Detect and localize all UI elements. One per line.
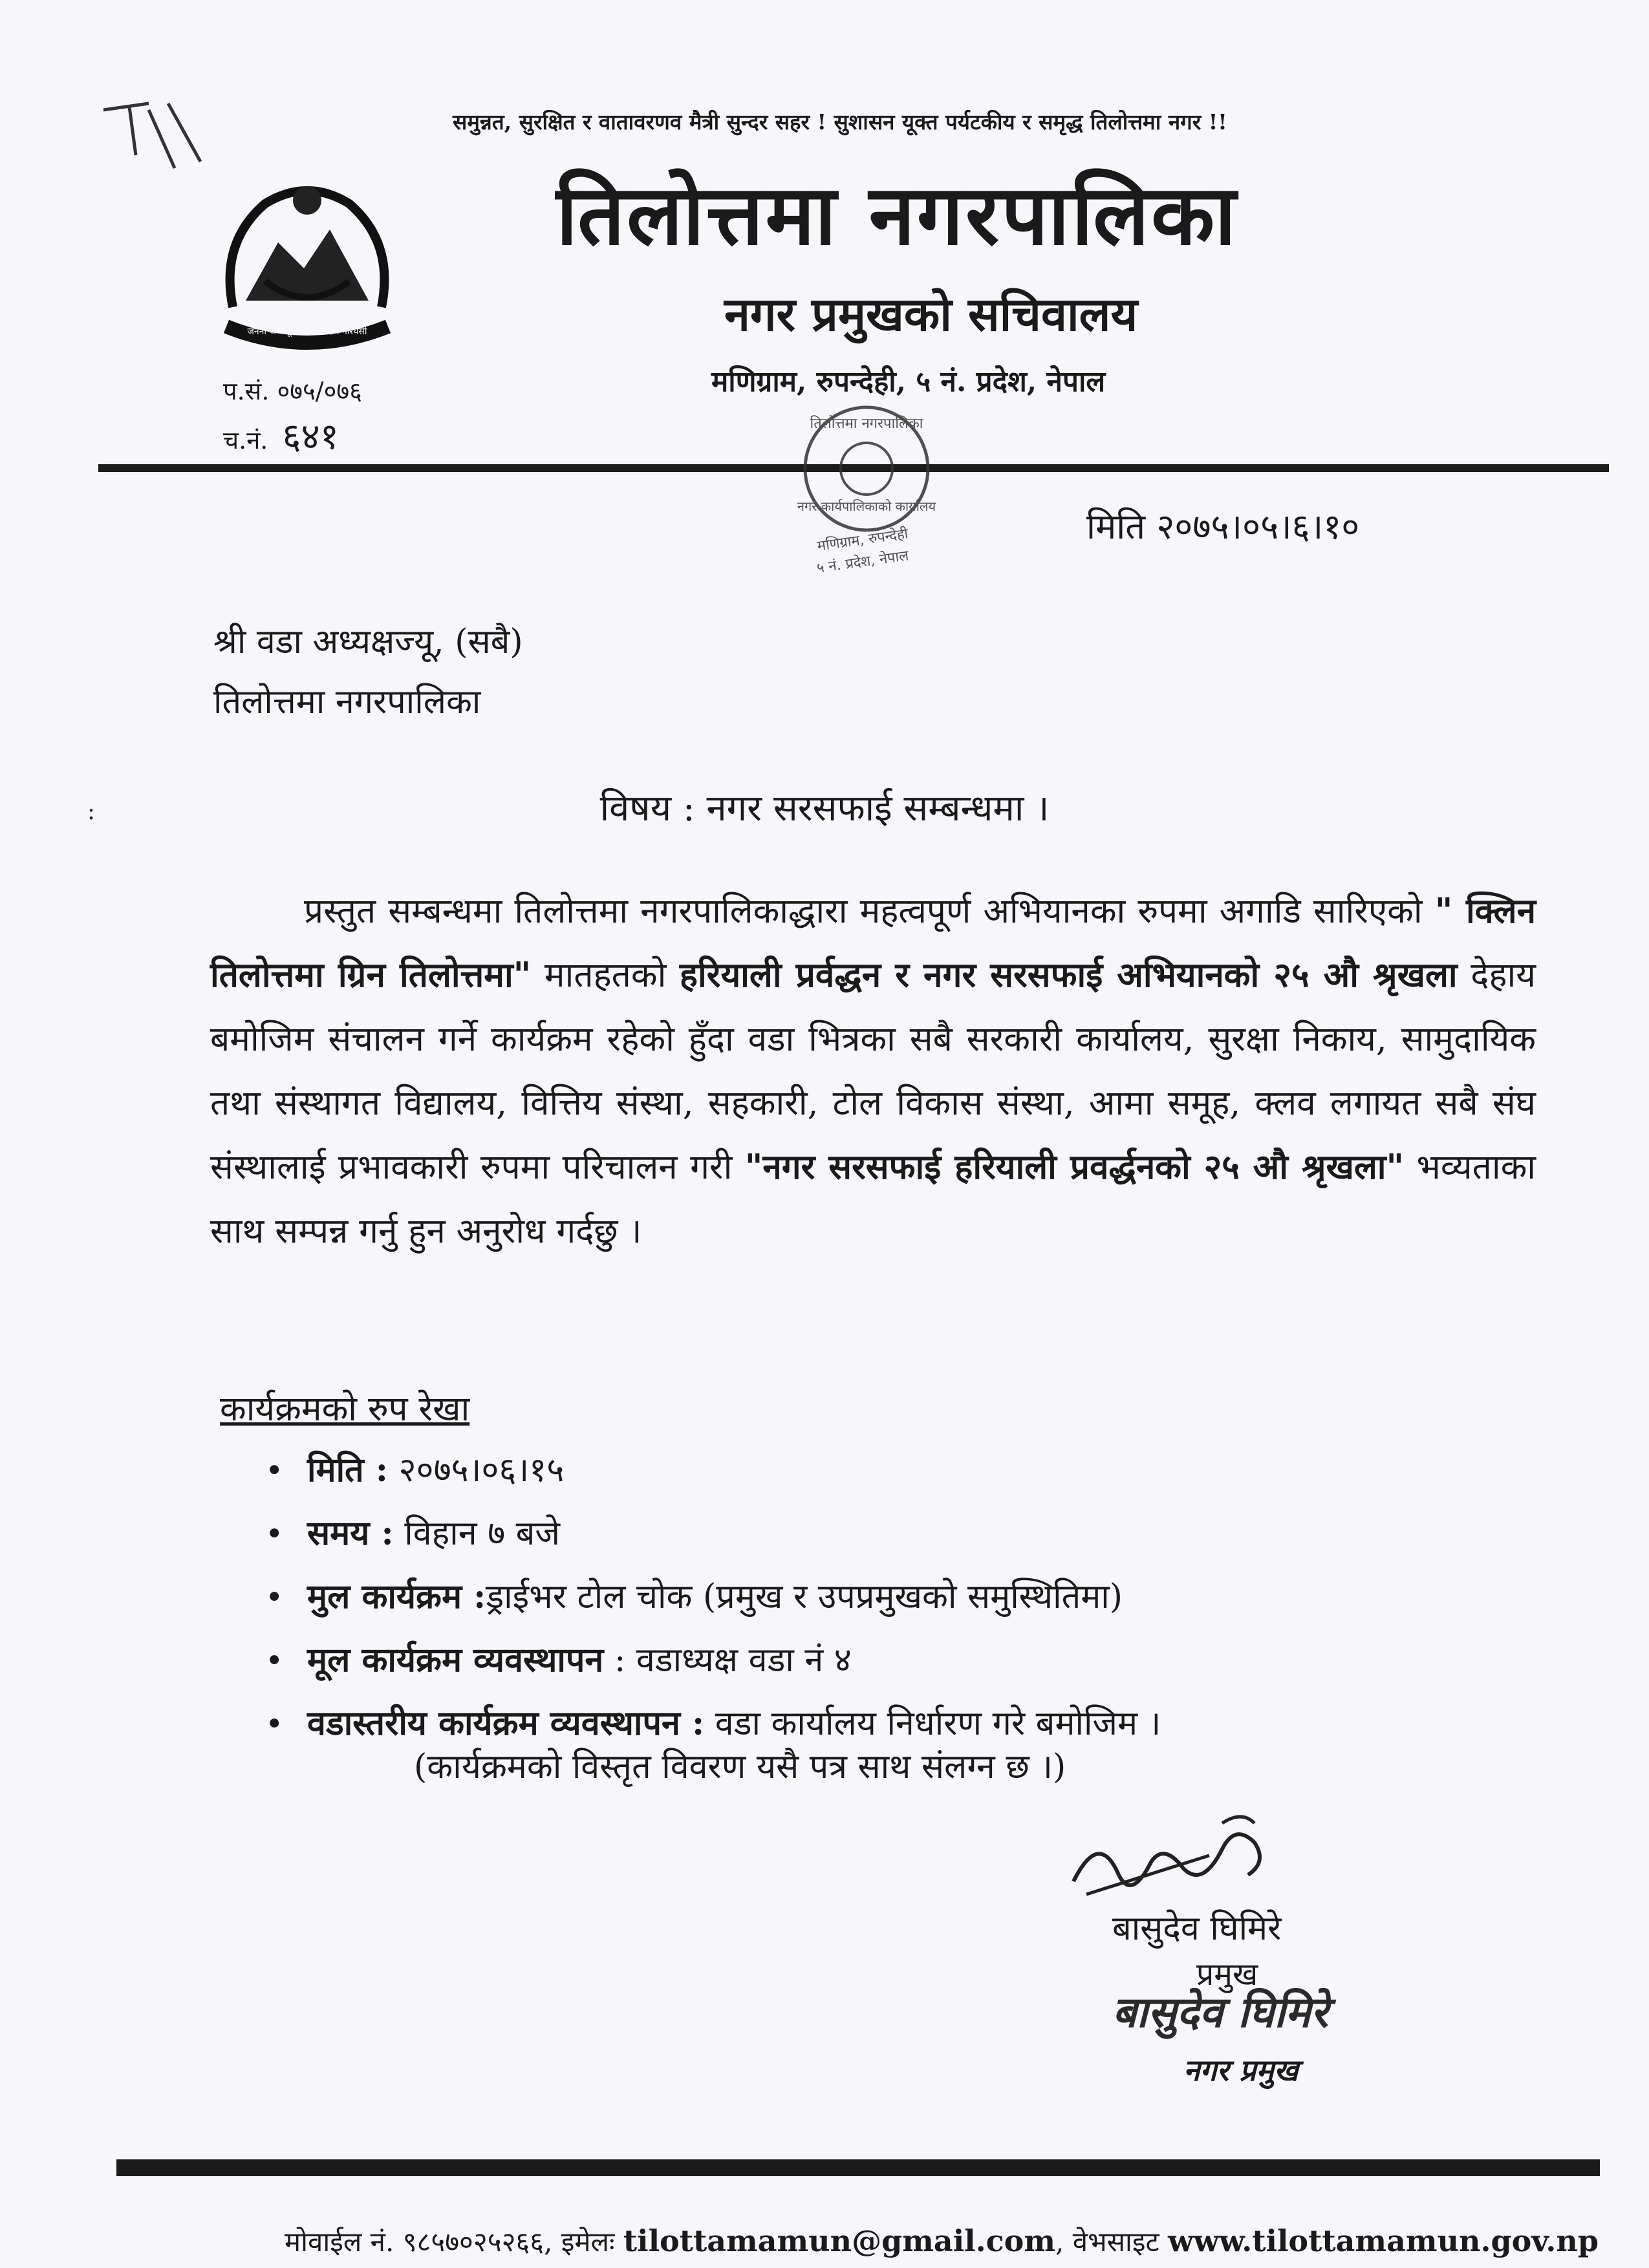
outline-label: मिति : bbox=[307, 1450, 388, 1490]
body-part-1: प्रस्तुत सम्बन्धमा तिलोत्तमा नगरपालिकाद्धारा महत्वपूर्ण अभियानका रुपमा अगाडि सारिएको bbox=[304, 892, 1435, 931]
outline-label: मूल कार्यक्रम व्यवस्थापन bbox=[307, 1640, 604, 1680]
signer-name: बासुदेव घिमिरे bbox=[1112, 1909, 1282, 1948]
attachment-note: (कार्यक्रमको विस्तृत विवरण यसै पत्र साथ संलग्न छ ।) bbox=[414, 1748, 1066, 1786]
list-item bbox=[265, 1565, 1161, 1629]
outline-value: वडा कार्यालय निर्धारण गरे बमोजिम । bbox=[704, 1704, 1161, 1743]
patra-value: ०७५/०७६ bbox=[277, 377, 362, 405]
footer-mobile-label: मोवाईल नं. bbox=[285, 2226, 403, 2258]
margin-mark: : bbox=[87, 798, 96, 825]
chalani-value: ६४१ bbox=[282, 416, 339, 458]
patra-sankhya bbox=[223, 374, 362, 407]
footer-website-label: , वेभसाइट bbox=[1055, 2226, 1169, 2258]
footer-website-link[interactable]: www.tilottamamun.gov.np bbox=[1168, 2223, 1599, 2258]
emblem-caption: जननी जन्मभूमिश्च स्वर्गादपि गरियसी bbox=[247, 326, 367, 337]
organization-name: तिलोत्तमा नगरपालिका bbox=[556, 167, 1238, 264]
outline-value: विहान ७ बजे bbox=[393, 1514, 560, 1553]
body-part-3: देहाय बमोजिम संचालन गर्ने कार्यक्रम रहेको हुँदा वडा भित्रका सबै सरकारी कार्यालय, सुरक्षा निकाय, सामुदायिक तथा संस्थागत विद्यालय, वित्तिय संस्था, सहकारी, टोल विकास संस्था, आमा समूह, क्लव लगायत सबै संघ संस्थालाई प्रभावकारी रुपमा परिचालन गरी bbox=[210, 956, 1536, 1187]
program-outline-list bbox=[265, 1439, 1161, 1755]
outline-title: कार्यक्रमको रुप रेखा bbox=[220, 1389, 470, 1429]
stamp-line-2: नगर कार्यपालिकाको कार्यालय bbox=[797, 498, 936, 514]
footer-divider bbox=[116, 2159, 1600, 2176]
list-item bbox=[265, 1502, 1161, 1565]
handwritten-signature bbox=[1061, 1804, 1293, 1914]
body-part-2: मातहतको bbox=[531, 956, 680, 995]
body-bold-3: "नगर सरसफाई हरियाली प्रवर्द्धनको २५ औ श्रृखला" bbox=[744, 1147, 1405, 1187]
stamp-line-4: ५ नं. प्रदेश, नेपाल bbox=[815, 548, 910, 577]
outline-label: मुल कार्यक्रम : bbox=[307, 1577, 486, 1616]
signer-title: प्रमुख bbox=[1196, 1956, 1258, 1993]
patra-label: प.सं. bbox=[223, 377, 270, 405]
outline-value: : वडाध्यक्ष वडा नं ४ bbox=[603, 1641, 852, 1680]
footer-mobile: ९८५७०२५२६६ bbox=[402, 2226, 544, 2258]
footer-email-link[interactable]: tilottamamun@gmail.com bbox=[623, 2223, 1056, 2258]
name-stamp-title: नगर प्रमुख bbox=[1183, 2053, 1299, 2088]
body-bold-1: " क्लिन तिलोत्तमा ग्रिन तिलोत्तमा" bbox=[210, 891, 1536, 995]
body-part-4: भव्यताका साथ सम्पन्न गर्नु हुन अनुरोध गर्दछु । bbox=[210, 1148, 1536, 1251]
outline-label: वडास्तरीय कार्यक्रम व्यवस्थापन : bbox=[307, 1704, 705, 1743]
stamp-line-3: मणिग्राम, रुपन्देही bbox=[816, 526, 909, 555]
outline-value: ड्राईभर टोल चोक (प्रमुख र उपप्रमुखको समुस्थितिमा) bbox=[486, 1578, 1123, 1616]
recipient-line-1: श्री वडा अध्यक्षज्यू, (सबै) bbox=[213, 623, 523, 661]
office-address: मणिग्राम, रुपन्देही, ५ नं. प्रदेश, नेपाल bbox=[711, 365, 1106, 398]
list-item bbox=[265, 1629, 1161, 1692]
recipient-line-2: तिलोत्तमा नगरपालिका bbox=[213, 683, 481, 722]
letter-body bbox=[210, 879, 1536, 1263]
chalani-label: च.नं. bbox=[223, 426, 268, 455]
chalani-number bbox=[223, 411, 339, 460]
nepal-emblem-icon bbox=[207, 165, 407, 359]
office-name: नगर प्रमुखको सचिवालय bbox=[724, 286, 1138, 341]
office-seal-stamp bbox=[753, 394, 973, 588]
letter-subject: विषय : नगर सरसफाई सम्बन्धमा । bbox=[599, 787, 1050, 829]
list-item bbox=[265, 1439, 1161, 1502]
body-bold-2: हरियाली प्रर्वद्धन र नगर सरसफाई अभियानको २५ औ श्रृखला bbox=[679, 955, 1458, 995]
stamp-line-1: तिलोत्तमा नगरपालिका bbox=[810, 416, 923, 432]
footer-email-label: , इमेलः bbox=[544, 2226, 623, 2258]
handwritten-corner-mark bbox=[97, 97, 226, 175]
letter-date: मिति २०७५।०५।६।१० bbox=[1086, 506, 1360, 547]
footer-contact bbox=[285, 2223, 1599, 2260]
outline-label: समय : bbox=[307, 1514, 394, 1553]
name-stamp: बासुदेव घिमिरे bbox=[1112, 1987, 1328, 2037]
outline-value: २०७५।०६।१५ bbox=[387, 1451, 565, 1490]
slogan: समुन्नत, सुरक्षित र वातावरणव मैत्री सुन्दर सहर ! सुशासन यूक्त पर्यटकीय र समृद्ध तिलोत्तमा नगर !! bbox=[453, 109, 1227, 134]
